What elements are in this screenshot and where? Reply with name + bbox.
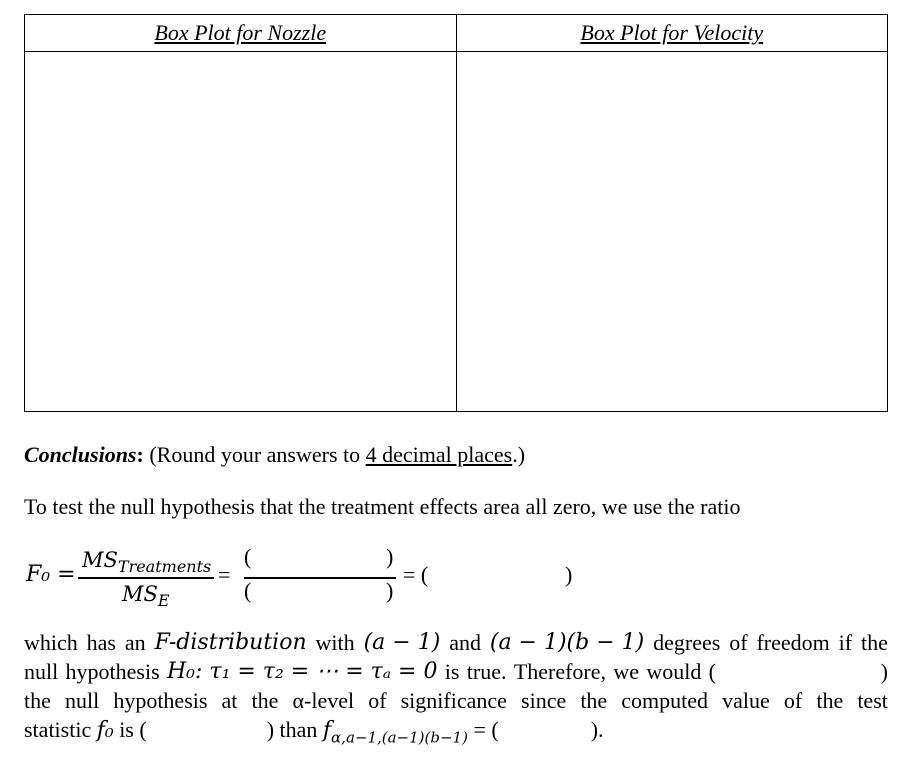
paragraph-line-2 <box>24 659 888 685</box>
equals-sign: = <box>218 562 231 587</box>
blank-open: ( <box>708 659 716 684</box>
decision-blank <box>723 659 873 685</box>
word: the <box>251 688 279 713</box>
nozzle-header-cell <box>25 15 457 52</box>
conclusions-colon: : <box>136 442 144 467</box>
word: the <box>816 688 844 713</box>
word: Therefore, <box>513 659 607 684</box>
fraction-bar-1 <box>78 577 214 579</box>
box-plot-table <box>24 14 888 412</box>
instruction-post: .) <box>512 442 526 467</box>
word: since <box>521 688 567 713</box>
f-critical-sub: α,a−1,(a−1)(b−1) <box>331 728 468 747</box>
word: degrees <box>653 630 721 655</box>
word: is <box>444 659 460 684</box>
line4-is-open: is ( <box>113 717 147 742</box>
alpha-level: α-level <box>292 688 355 713</box>
word: true. <box>466 659 507 684</box>
word: null <box>64 688 100 713</box>
word: would <box>646 659 702 684</box>
velocity-header: Box Plot for Velocity <box>580 20 764 45</box>
f0-statistic: f₀ <box>96 718 114 743</box>
word: at <box>221 688 238 713</box>
word: the <box>580 688 608 713</box>
word: hypothesis <box>65 659 160 684</box>
denominator-paren-close: ) <box>386 578 394 603</box>
nozzle-plot-area <box>25 52 457 412</box>
paragraph-line-3 <box>24 688 888 714</box>
ms-treatments-sub: Treatments <box>117 557 212 577</box>
numerator-paren-open: ( <box>244 544 252 569</box>
df-term-1: (a − 1) <box>363 630 441 655</box>
f-critical: f <box>322 718 332 743</box>
instruction-pre: (Round your answers to <box>149 442 366 467</box>
word: hypothesis <box>113 688 208 713</box>
ms-e-base: MS <box>122 582 158 606</box>
word: of <box>729 630 748 655</box>
f0-symbol: F₀ = <box>26 562 76 587</box>
line4-statistic: statistic <box>24 717 97 742</box>
word: test <box>857 688 888 713</box>
result-open: = ( <box>403 562 429 587</box>
f-distribution-term: F-distribution <box>154 630 307 655</box>
word: value <box>722 688 770 713</box>
blank-close: ) <box>880 659 888 684</box>
velocity-header-cell <box>456 15 888 52</box>
line4-equals-open: = ( <box>467 717 499 742</box>
velocity-plot-area <box>456 52 888 412</box>
denominator-paren-open: ( <box>244 578 252 603</box>
intro-sentence: To test the null hypothesis that the treatment effects area all zero, we use the ratio <box>24 494 741 519</box>
nozzle-header: Box Plot for Nozzle <box>154 20 327 45</box>
df-term-2: (a − 1)(b − 1) <box>489 630 645 655</box>
decimal-places-link: 4 decimal places <box>365 442 513 467</box>
numerator-paren-close: ) <box>386 544 394 569</box>
word: significance <box>400 688 507 713</box>
line4-close: ). <box>590 717 604 742</box>
ms-treatments <box>82 548 211 576</box>
conclusions-label: Conclusions <box>24 442 137 467</box>
ms-treatments-base: MS <box>82 548 118 572</box>
word: has <box>86 630 116 655</box>
result-close: ) <box>565 562 573 587</box>
word: which <box>24 630 78 655</box>
word: we <box>613 659 639 684</box>
word: of <box>368 688 387 713</box>
line4-than: ) than <box>266 717 323 742</box>
word: an <box>124 630 146 655</box>
word: freedom <box>756 630 830 655</box>
word: the <box>24 688 51 713</box>
word: computed <box>621 688 709 713</box>
word: null <box>24 659 59 684</box>
ms-e-sub: E <box>157 591 170 611</box>
ms-e <box>122 582 170 610</box>
word: of <box>783 688 803 713</box>
conclusions-line <box>24 442 525 468</box>
word: with <box>315 630 355 655</box>
paragraph-line-1 <box>24 630 888 656</box>
word: if <box>838 630 853 655</box>
null-hypothesis-expression: H₀: τ₁ = τ₂ = ⋯ = τₐ = 0 <box>166 659 438 684</box>
fraction-bar-2 <box>244 577 396 579</box>
paragraph-line-4 <box>24 717 604 746</box>
word: the <box>861 630 888 655</box>
word: and <box>449 630 481 655</box>
